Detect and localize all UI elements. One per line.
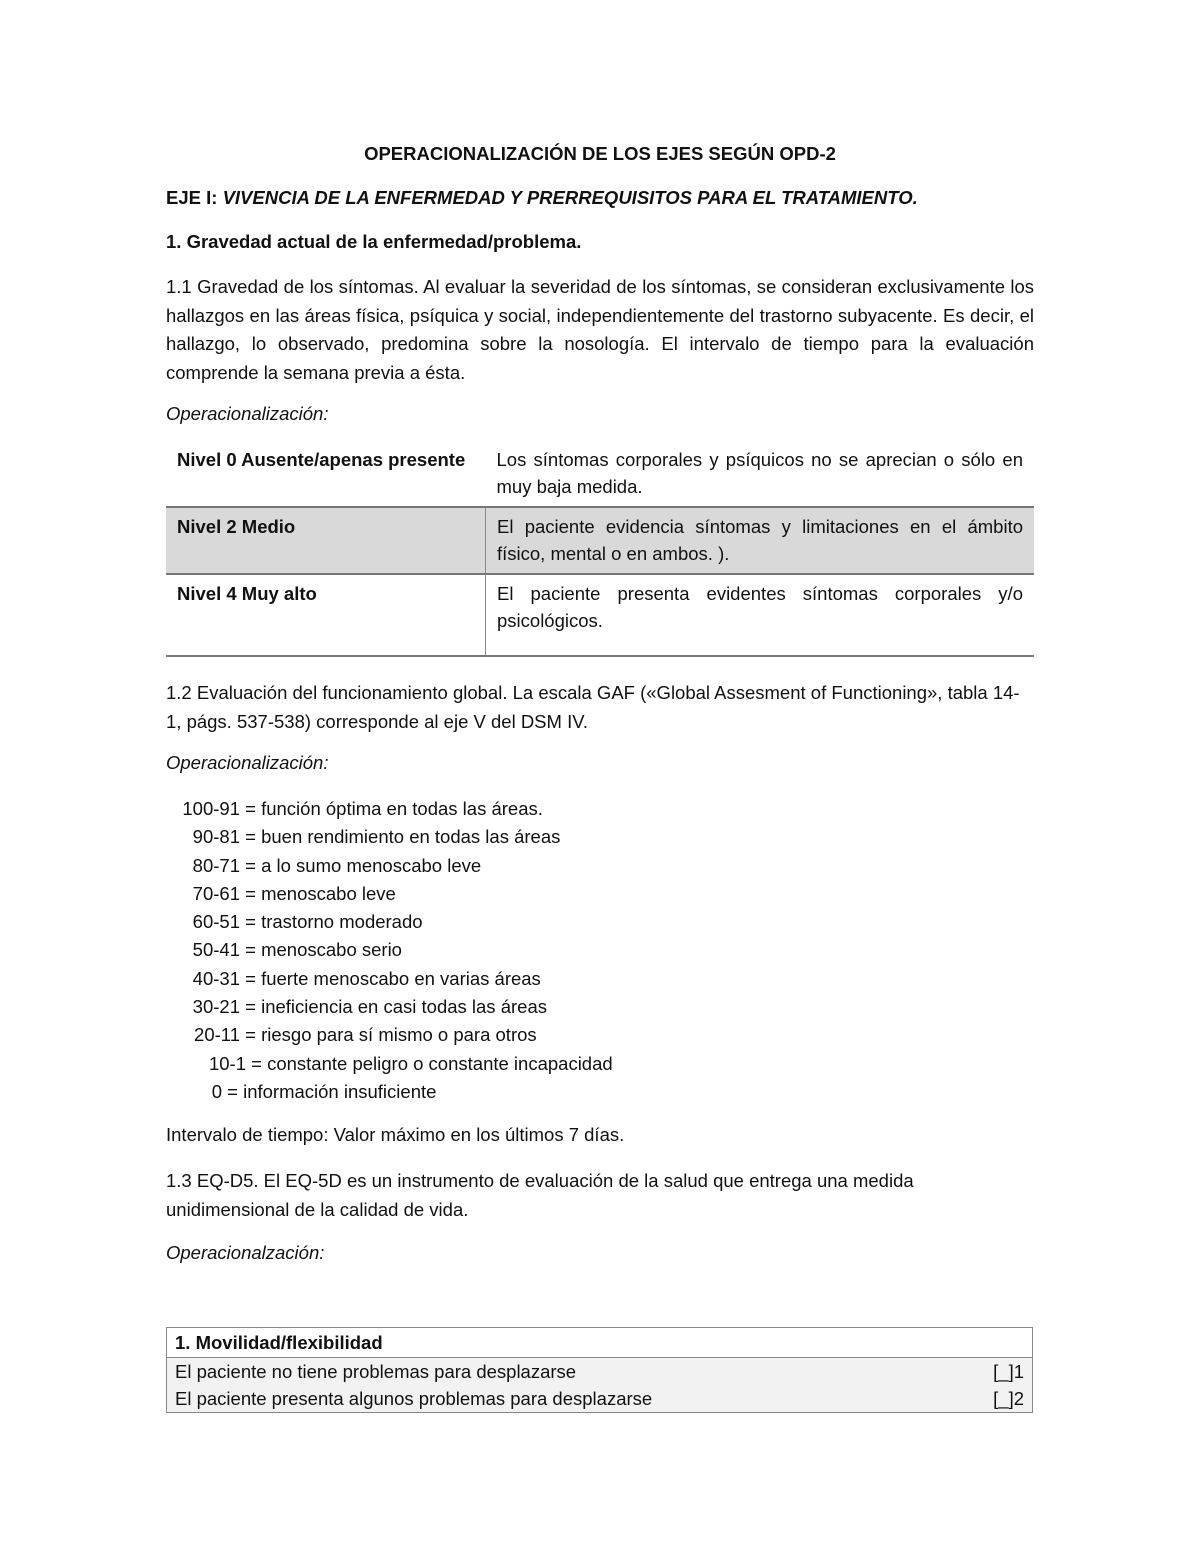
- list-item: 100-91 = función óptima en todas las áreas.: [166, 795, 866, 823]
- gaf-text: ineficiencia en casi todas las áreas: [261, 996, 547, 1018]
- list-item: 70-61 = menoscabo leve: [166, 880, 866, 908]
- level-description: El paciente presenta evidentes síntomas corporales y/o psicológicos.: [486, 574, 1035, 656]
- eq5d-option-text: El paciente presenta algunos problemas para desplazarse: [167, 1385, 957, 1413]
- paragraph-eq5d: 1.3 EQ-D5. El EQ-5D es un instrumento de evaluación de la salud que entrega una medida unidimensional de la calidad de vida.: [166, 1170, 914, 1220]
- level-description: Los síntomas corporales y psíquicos no se aprecian o sólo en muy baja medida.: [496, 449, 1023, 497]
- level-label: Nivel 4 Muy alto: [166, 574, 486, 656]
- eq5d-option-checkbox[interactable]: [_]2: [956, 1385, 1033, 1413]
- gaf-text: fuerte menoscabo en varias áreas: [261, 967, 541, 989]
- gaf-text: información insuficiente: [243, 1080, 437, 1102]
- gaf-scale-list: [166, 795, 866, 1106]
- table-row: [166, 507, 1034, 574]
- eq5d-option-text: El paciente no tiene problemas para desplazarse: [167, 1358, 957, 1386]
- axis-name: VIVENCIA DE LA ENFERMEDAD Y PRERREQUISITOS PARA EL TRATAMIENTO.: [222, 187, 918, 208]
- time-interval-note: Intervalo de tiempo: Valor máximo en los últimos 7 días.: [166, 1124, 625, 1145]
- levels-table: [166, 441, 1034, 657]
- gaf-range: 70-61: [192, 882, 240, 904]
- gaf-range: 100-91: [182, 798, 240, 819]
- gaf-text: función óptima en todas las áreas.: [261, 798, 543, 819]
- gaf-range: 60-51: [192, 911, 240, 933]
- table-row: [167, 1358, 1033, 1386]
- table-row: [167, 1385, 1033, 1413]
- list-item: 0 = información insuficiente: [166, 1078, 866, 1106]
- gaf-text: riesgo para sí mismo o para otros: [261, 1024, 537, 1046]
- list-item: 80-71 = a lo sumo menoscabo leve: [166, 852, 866, 880]
- gaf-range: 40-31: [192, 967, 240, 989]
- section-heading: 1. Gravedad actual de la enfermedad/problema.: [166, 231, 582, 252]
- table-header-row: [167, 1328, 1033, 1358]
- list-item: 40-31 = fuerte menoscabo en varias áreas: [166, 965, 866, 993]
- paragraph-symptom-severity: 1.1 Gravedad de los síntomas. Al evaluar la severidad de los síntomas, se consideran exclusivamente los hallazgos en las áreas física, psíquica y social, independientemente del trastorno subyacente. Es decir, el hallazgo, lo observado, predomina sobre la nosología. El intervalo de tiempo para la evaluación comprende la semana previa a ésta.: [166, 276, 1034, 383]
- operationalization-label: Operacionalzación:: [166, 1242, 325, 1263]
- list-item: 60-51 = trastorno moderado: [166, 908, 866, 936]
- gaf-text: trastorno moderado: [261, 911, 423, 933]
- gaf-range: 50-41: [192, 939, 240, 961]
- gaf-range: 90-81: [192, 826, 240, 848]
- operationalization-label: Operacionalización:: [166, 403, 329, 424]
- list-item: 90-81 = buen rendimiento en todas las áreas: [166, 823, 866, 851]
- gaf-text: constante peligro o constante incapacidad: [267, 1052, 613, 1074]
- list-item: 20-11 = riesgo para sí mismo o para otros: [166, 1021, 866, 1049]
- level-label: Nivel 2 Medio: [166, 507, 486, 574]
- table-row: [166, 574, 1034, 656]
- eq5d-table: [166, 1327, 1033, 1413]
- paragraph-gaf: 1.2 Evaluación del funcionamiento global. La escala GAF («Global Assesment of Functioning», tabla 14-1, págs. 537-538) corresponde al eje V del DSM IV.: [166, 682, 1020, 732]
- level-description: El paciente evidencia síntomas y limitaciones en el ámbito físico, mental o en ambos. ).: [486, 507, 1035, 574]
- axis-prefix: EJE I:: [166, 187, 223, 208]
- gaf-range: 80-71: [192, 854, 240, 876]
- gaf-text: menoscabo leve: [261, 882, 396, 904]
- list-item: 30-21 = ineficiencia en casi todas las áreas: [166, 993, 866, 1021]
- eq5d-header: 1. Movilidad/flexibilidad: [167, 1328, 1033, 1358]
- gaf-range: 20-11: [194, 1024, 240, 1046]
- axis-heading: [166, 187, 1034, 209]
- gaf-range: 30-21: [192, 996, 240, 1018]
- gaf-text: menoscabo serio: [261, 939, 402, 961]
- list-item: 10-1 = constante peligro o constante incapacidad: [166, 1050, 866, 1078]
- gaf-text: buen rendimiento en todas las áreas: [261, 826, 561, 848]
- gaf-range: 0: [211, 1080, 222, 1102]
- gaf-range: 10-1: [208, 1052, 246, 1074]
- level-label: Nivel 0 Ausente/apenas presente: [177, 449, 466, 470]
- operationalization-label: Operacionalización:: [166, 752, 329, 773]
- table-row: [166, 441, 1034, 507]
- list-item: 50-41 = menoscabo serio: [166, 936, 866, 964]
- document-title: OPERACIONALIZACIÓN DE LOS EJES SEGÚN OPD-2: [364, 143, 836, 164]
- gaf-text: a lo sumo menoscabo leve: [261, 854, 482, 876]
- eq5d-option-checkbox[interactable]: [_]1: [956, 1358, 1033, 1386]
